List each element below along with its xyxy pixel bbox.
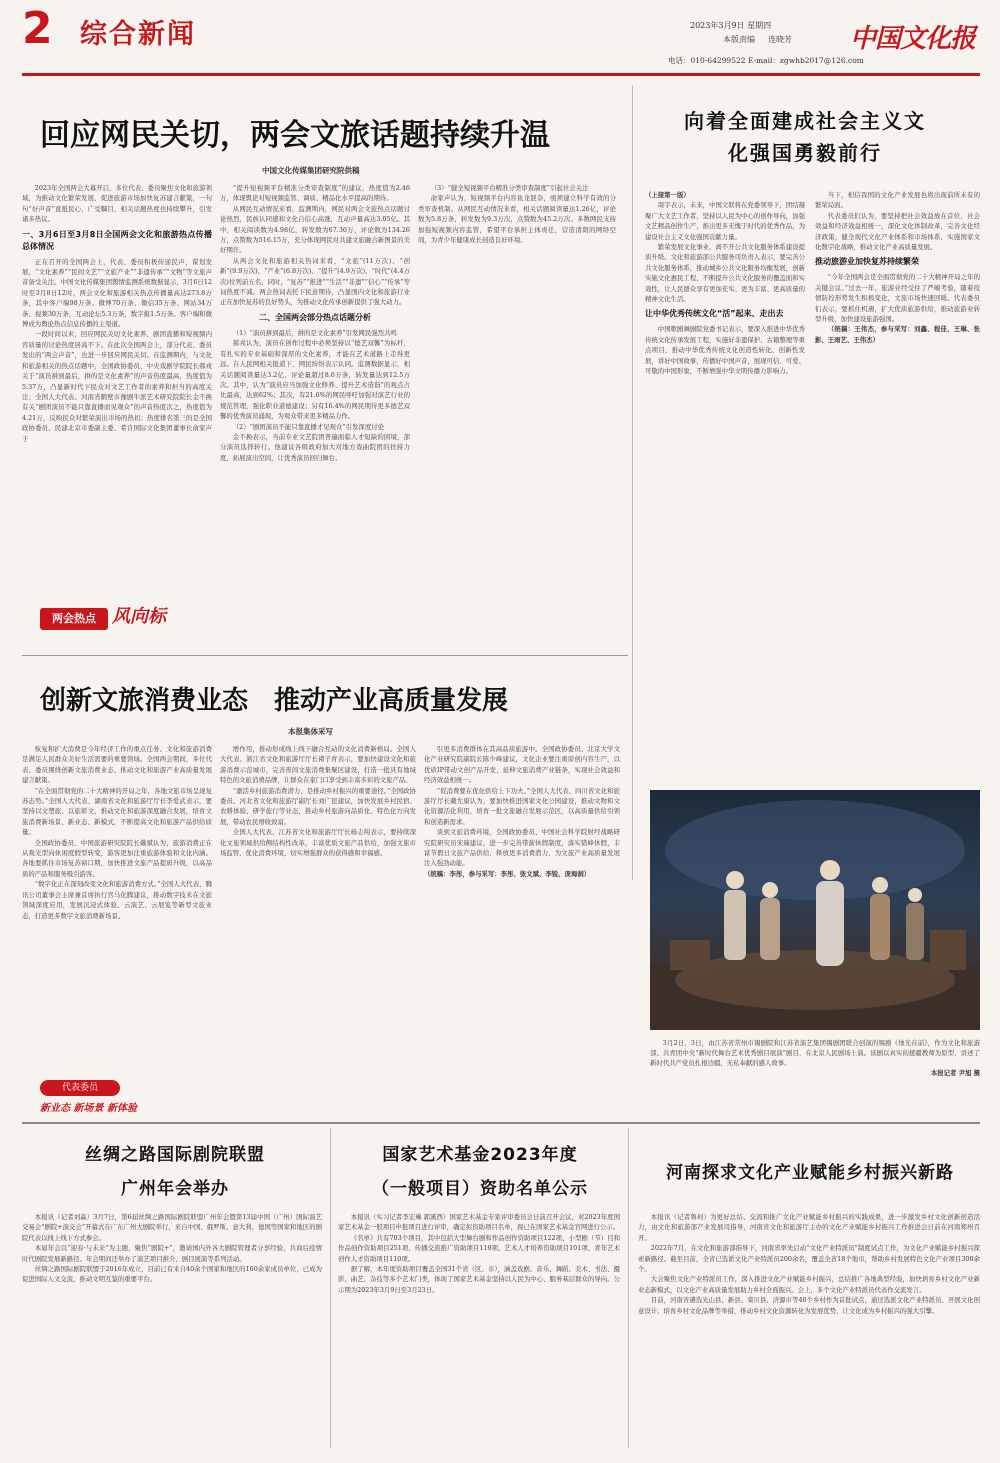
- article1-col2: [220, 183, 410, 643]
- photo-caption-box: [650, 1038, 980, 1100]
- issue-date: 2023年3月9日 星期四: [690, 21, 772, 30]
- article1-para: “提升短视频平台精准分类审查制度”的建议，热度值为2.46万，体现舆论对短视频监管、调质、精品化水平提高的期待。: [220, 184, 410, 203]
- article1-para: 金不换表示，当前专业文艺院团普遍面临人才短缺的困境，部分演员选择转行。他建议各级政府加大对地方戏曲院团的扶持力度，拓展演出空间，让优秀演员回归舞台。: [220, 432, 410, 462]
- article1-lead: 2023年全国两会大幕开启，多位代表、委员聚焦文化和旅游领域，为推动文化繁荣发展、促进旅游市场加快复苏建言献策，一句句“好声音”直抵民心，广受瞩目，相关话题热度也持续攀升，引发诸多热议。: [22, 184, 212, 224]
- page-number: 2: [22, 3, 53, 54]
- article2-para: 谈到文旅消费环境，全国政协委员、中国社会科学院财经战略研究院研究员宋瑞建议，进一步完善带薪休假制度，落实错峰休假，丰富节假日文旅产品供给，释放更多消费潜力，为文旅产业高质量发展注入强劲动能。: [424, 828, 620, 868]
- article1-col3: [418, 183, 616, 643]
- article5-title-1: 国家艺术基金2023年度: [382, 1145, 578, 1165]
- article2-para: “数字化正在深刻改变文化和旅游消费方式。”全国人大代表、腾讯公司董事会主席兼首席执行官马化腾建议，推动数字技术在文旅领域深度应用，发展沉浸式体验、云演艺、云展览等新型文旅业态，打造更多数字文旅消费新场景。: [22, 880, 212, 920]
- article1-para: 从网民互动情况来看，监测期内，网民对两会文旅热点话题讨论热烈，民族认同感和文化自信心高涨，互动声量高达3.05亿。其中，相关阅读数为4.98亿，转发数为67.36万，评论数为134.26万，点赞数为516.15万，充分体现网民对共建文旅融合新图景的美好期许。: [220, 204, 410, 255]
- article2-para: 恢复和扩大消费是今年经济工作的重点任务。文化和旅游消费是满足人民群众美好生活需要的重要领域。全国两会期间，多位代表、委员围绕创新文旅消费业态、推动文化和旅游产业高质量发展建言献策。: [22, 745, 212, 785]
- paper-logo: 中国文化报: [850, 24, 976, 54]
- article1-para: （2）“剧团演员不能只靠直播才见观众”引发深度讨论: [232, 422, 384, 431]
- article1-para: 一段时间以来，回应网民关切文化素养、剧团直播和短视频内容质量的讨论热度居高不下。在此次全国两会上，部分代表、委员发出的“两会声音”，也进一步回应网民关切。在监测期内，与文化和旅游相关的热点话题中，全国政协委员、中央戏剧学院院长郝戎关于“演员拼到最后，拼的是文化素养”的声音热度最高，热度值为5.37万，凸显新时代下民众对文艺工作者的素养和担当的高度关注；全国人大代表、河南省鹤壁市豫剧牛派艺术研究院院长金不换有关“剧团演员不能只靠直播而见观众”的声音热度次之，热度值为4.21万，反映民众对繁荣演出市场的热切；热度排名第三的是全国政协委员、民建北京市委副主委、希肯国际文化集团董事长俞家声于: [22, 330, 212, 443]
- masthead: [0, 0, 1000, 78]
- photo-caption: 3月2日、3日，由江苏省常州市锡剧院和江苏省演艺集团锡剧团联合创演的锡剧《烛光在前》，作为文化和旅游部、共青团中央“新时代舞台艺术优秀剧目展演”剧目，在北京人民剧场上演。该剧以真实的援疆教师为原型，讲述了新时代共产党员扎根边疆、无私奉献的感人故事。: [650, 1039, 980, 1067]
- article5-para: 《名单》共有703个项目，其中包括大型舞台剧和作品创作资助项目122项、小型剧（节）目和作品创作资助项目251项、传播交流推广资助项目119项、艺术人才培养资助项目101项、青年艺术创作人才资助项目110项。: [338, 1233, 620, 1263]
- article2-col2: [220, 744, 416, 1114]
- article6-title: 河南探求文化产业赋能乡村振兴新路: [666, 1163, 954, 1183]
- article1-para: 从两会文化和旅游相关热词来看，“文旅”(11万次)、“创新”(9.9万次)、“产业”(6.8万次)、“提升”(4.9万次)、“时代”(4.4万次)位列前五名，同时，“复苏”“推进”“生活”“非遗”“信心”“传承”等词热度不减。两会热词表托下民意期待，凸显国内文化和旅游行业正在加快复苏的良好势头，为推动文化传承创新提供了强大动力。: [220, 256, 410, 307]
- contact-info: 电话：010-64299522 E-mail：zgwhb2017@126.com: [668, 56, 864, 65]
- article1-para: 郝戎认为，演员在创作过程中必须坚持以“德艺双馨”为标杆，有扎实的专业基础和深厚的文化素养，才能在艺术道路上走得更远。在人民网相关报道下，网民纷纷表示认同。监测数据显示，相关话题阅读量达3.2亿，评论量超过8.6万条，转发量达到12.5万次。其中，认为“演员应当加强文化修养、提升艺术造诣”的观点占比最高，达到62%；其次，有21.6%的网民呼吁加强对演艺行业的规范管理，强化职业道德建设；另有16.4%的网民期待更多德艺双馨的优秀演员涌现，为观众带来更多精品力作。: [220, 339, 410, 421]
- article3-col1: [645, 190, 805, 780]
- photo-credit: 本报记者 尹旭 摄: [930, 1069, 980, 1077]
- article3-title: 向着全面建成社会主义文化强国勇毅前行: [684, 109, 926, 165]
- section-divider: [22, 655, 628, 656]
- article2-col1: [22, 744, 212, 1074]
- article3-para: （上接第一版）: [645, 191, 690, 199]
- article5-body: [338, 1212, 620, 1448]
- editor-label: 本版责编: [723, 35, 755, 44]
- article4-para: 本报讯（记者刘淼）3月7日，第6届丝绸之路国际剧院联盟广州年会暨第13届中国（广州）国际演艺交易会“剧院+演交会”开幕式在广东广州大剧院举行，来自中国、俄罗斯、意大利、德国等国家和地区的剧院代表以线上线下方式参会。: [22, 1213, 322, 1242]
- banner-badge: 代表委员: [40, 1080, 120, 1096]
- article5-para: 本报讯（实习记者李宏琳 郭溪西）国家艺术基金专家评审委员会日前召开会议，对2023年度国家艺术基金一般项目申报项目进行评审，确定拟资助项目名单，现已在国家艺术基金官网进行公示。: [338, 1213, 620, 1232]
- article1-para: （3）“健全短视频平台精准分类审查制度”引起社会关注: [430, 184, 589, 192]
- article4-para: 本届年会以“迎春·与未来”为主题，聚焦“剧院+”，邀请国内外各大剧院管理者分享经验，共商后疫情时代剧院发展新路径。年会期间还举办了演艺项目推介、剧目展演等系列活动。: [22, 1244, 322, 1263]
- section-name: 综合新闻: [80, 19, 196, 50]
- article2-sign: （统稿：李彤，参与采写：李彤、张文斌、李锐、庞海洞）: [424, 869, 591, 878]
- article3-para: “今年全国两会是全面贯彻党的二十大精神开局之年的关键会议。”过去一年，旅游业经受住了严峻考验，随着疫情防控形势发生积极变化，文旅市场快速回暖。代表委员们表示，要抓住机遇，扩大优质旅游供给，推动旅游业转型升级，加快建设旅游强国。: [815, 273, 980, 324]
- article5-title-2: （一般项目）资助名单公示: [372, 1179, 588, 1199]
- banner-left-text: 两会热点: [40, 608, 108, 630]
- delegates-banner: [40, 1080, 200, 1116]
- article3-para: 中国歌剧舞剧院党委书记表示，要深入推进中华优秀传统文化传承发展工程，实施好非遗保护、古籍整理等重点项目，推动中华优秀传统文化创造性转化、创新性发展，讲好中国故事，传播好中国声音，展现可信、可爱、可敬的中国形象，不断增强中华文明传播力影响力。: [645, 325, 805, 376]
- article2-para: 全国政协委员、中国旅游研究院院长戴斌认为，旅游消费正在从观光型向休闲度假型转变，游客更加注重旅游体验和文化内涵。各地要抓住市场复苏窗口期，加快推进文旅产品提质升级，以高品质的产品和服务吸引游客。: [22, 838, 212, 878]
- article1-col1: [22, 183, 212, 593]
- article6-para: 2022年7月，在文化和旅游部指导下，河南省率先启动“文化产业特派员”制度试点工作，为文化产业赋能乡村振兴探索新路径。截至目前，全省已选派文化产业特派员200余名，覆盖全省18个地市，帮助乡村发展特色文化产业项目300余个。: [638, 1244, 980, 1274]
- masthead-rule: [22, 73, 980, 76]
- article4-title-2: 广州年会举办: [121, 1179, 229, 1199]
- article1-para: 正在召开的全国两会上，代表、委员积极传递民声，谋划发展，“文化素养”“民间文艺”“文旅产业”“非遗传承”“文物”等文旅声音备受关注。中国文化传媒集团舆情监测系统数据显示，3月6日12时至3月8日12时，两会文化和旅游相关热点传播量高达273.8万条，其中客户端98万条、微博70万条、微信35万条、网站34万条、视频30万条，互动论坛5.3万条，数字报1.5万条。客户端和微博成为舆论热点信息传播的主渠道。: [22, 257, 212, 329]
- editor-name: 连晓芳: [768, 35, 792, 44]
- bottom-divider: [22, 1122, 980, 1124]
- article2-byline: 本报集体采写: [288, 727, 333, 736]
- article6-para: 目前，河南省遴选光山县、新县、栾川县、济源市等40个乡村作为首批试点，通过选派文化产业特派员、开展文化创意设计、培育乡村文化品牌等举措，推动乡村文化资源转化为发展优势，让文化成为乡村振兴的强大引擎。: [638, 1296, 980, 1315]
- article6-para: 本报讯（记者鲁珂）为更好总结、交流和推广文化产业赋能乡村振兴的实践成果，进一步激发乡村文化创新创造活力，由文化和旅游部产业发展司指导，河南省文化和旅游厅主办的文化产业赋能乡村振兴工作推进会日前在河南郑州召开。: [638, 1213, 980, 1242]
- article4-para: 丝绸之路国际剧院联盟于2016年成立，目前已有来自40余个国家和地区的160余家成员单位，已成为促进国际人文交流、推动文明互鉴的重要平台。: [22, 1265, 322, 1284]
- article2-para: “激活乡村旅游消费潜力，是推动乡村振兴的重要途径。”全国政协委员、河北省文化和旅游厅副厅长刘广昆建议，加快发展乡村民宿、农耕体验、研学旅行等业态，推动乡村旅游向品质化、特色化方向发展，带动农民增收致富。: [220, 786, 416, 826]
- banner-slogan: 新业态 新场景 新体验: [40, 1103, 137, 1114]
- article5-para: 据了解，本年度资助项目覆盖全国31个省（区、市），涵盖戏剧、音乐、舞蹈、美术、书法、摄影、曲艺、杂技等多个艺术门类，体现了国家艺术基金坚持以人民为中心、服务基层群众的导向。公示期为2023年3月9日至3月23日。: [338, 1265, 620, 1294]
- article6-body: [638, 1212, 980, 1448]
- article2-para: 增作用，推动形成线上线下融合互动的文化消费新格局。全国人大代表、浙江省文化和旅游厅厅长褚子育表示，要加快建设文化和旅游消费示范城市，完善夜间文旅消费集聚区建设，打造一批具有地域特色的文旅消费品牌，让群众在家门口享受到丰富多彩的文旅产品。: [220, 745, 416, 785]
- hot-topic-banner: [40, 598, 190, 634]
- bottom-col-divider-2: [628, 1128, 629, 1448]
- article3-para: 当下，相信我国的文化产业发展也将出现前所未有的繁荣局面。: [815, 191, 980, 210]
- article2-para: “在全面贯彻党的二十大精神的开局之年，各地文旅市场呈现复苏态势。”全国人大代表、湖南省文化和旅游厅厅长李爱武表示，要坚持以文塑旅、以旅彰文，推动文化和旅游深度融合发展，培育文旅消费新场景、新业态、新模式，不断提高文化和旅游产品供给质量。: [22, 786, 212, 837]
- article2-para: 引更多消费群体在其高品质旅游中。全国政协委员、北京大学文化产业研究院副院长陈少峰建议，文化企业要注重原创内容生产，以优质IP带动文创产品开发，延伸文旅消费产业链条，实现社会效益和经济效益相统一。: [424, 745, 620, 785]
- article3-para: 繁荣发展文化事业，离不开公共文化服务体系建设提质升级。文化和旅游部公共服务司负责人表示，要完善公共文化服务体系，推动城乡公共文化服务均衡发展，创新实施文化惠民工程，不断提升公共文化服务的覆盖面和实效性，让人民群众享有更加充实、更为丰富、更高质量的精神文化生活。: [645, 243, 805, 304]
- article3-sub1: 让中华优秀传统文化“活”起来、走出去: [645, 309, 784, 319]
- banner-right-text: 风向标: [112, 606, 166, 627]
- bottom-col-divider-1: [330, 1128, 331, 1448]
- article3-sub2: 推动旅游业加快复苏持续繁荣: [815, 257, 919, 267]
- article1-sub1: 一、3月6日至3月8日全国两会文化和旅游热点传播总体情况: [22, 229, 212, 251]
- stage-photo: [650, 790, 980, 1030]
- article1-para: （1）“演员拼到最后，拼的是文化素养”引发网民强烈共鸣: [232, 328, 397, 337]
- article2-para: “促消费要在优化供给上下功夫。”全国人大代表、四川省文化和旅游厅厅长戴允康认为，要加快推进国家文化公园建设，推动文物和文化资源活化利用，培育一批文旅融合发展示范区，以高质量供给引领和创造新需求。: [424, 786, 620, 826]
- article1-para: 俞家声认为，短视频平台内容鱼龙混杂，亟须建立科学有效的分类审查机制。从网民互动情况来看，相关话题阅读量达1.26亿，评论数为5.8万条，转发数为9.3万次，点赞数为45.2万次。多数网民支持加强短视频内容监管，希望平台承担主体责任，营造清朗的网络空间，为青少年健康成长创造良好环境。: [418, 194, 616, 245]
- article4-title-1: 丝绸之路国际剧院联盟: [85, 1145, 265, 1165]
- article2-title: 创新文旅消费业态 推动产业高质量发展: [40, 686, 509, 716]
- stage-illustration: [650, 790, 980, 1030]
- article6-para: 大会聚焦文化产业特派员工作，深入推进文化产业赋能乡村振兴，总结推广各地典型经验，加快培育乡村文化产业新业态新模式，以文化产业高质量发展助力乡村全面振兴。会上，多个文化产业特派员代表作交流发言。: [638, 1275, 980, 1294]
- article3-col2: [815, 190, 980, 780]
- column-divider: [632, 85, 633, 880]
- article2-para: 全国人大代表、江苏省文化和旅游厅厅长杨志纯表示，要持续深化文旅领域供给侧结构性改革，丰富优质文旅产品供给，加强文旅市场监管，优化消费环境，切实增强群众的获得感和幸福感。: [220, 828, 416, 858]
- article2-col3: [424, 744, 620, 1114]
- article4-body: [22, 1212, 322, 1448]
- article3-sign: （统稿：王伟杰，参与采写：刘鑫、程佳、王琳、张影、王雨艺、王伟杰）: [815, 325, 980, 344]
- article3-para: 周宇表示，未来，中国文联将在党委领导下，团结凝聚广大文艺工作者，坚持以人民为中心的创作导向，加强文艺精品创作生产，推出更多无愧于时代的优秀作品，为建设社会主义文化强国贡献力量。: [645, 201, 805, 241]
- article1-byline: 中国文化传媒集团研究院供稿: [262, 166, 360, 175]
- article1-title: 回应网民关切，两会文旅话题持续升温: [40, 118, 550, 153]
- article1-sub2: 二、全国两会部分热点话题分析: [259, 312, 371, 322]
- article3-para: 代表委员们认为，要坚持把社会效益放在首位、社会效益和经济效益相统一，深化文化体制改革，完善文化经济政策，健全现代文化产业体系和市场体系，实施国家文化数字化战略，推动文化产业高质量发展。: [815, 211, 980, 252]
- article3-title-box: [645, 95, 980, 181]
